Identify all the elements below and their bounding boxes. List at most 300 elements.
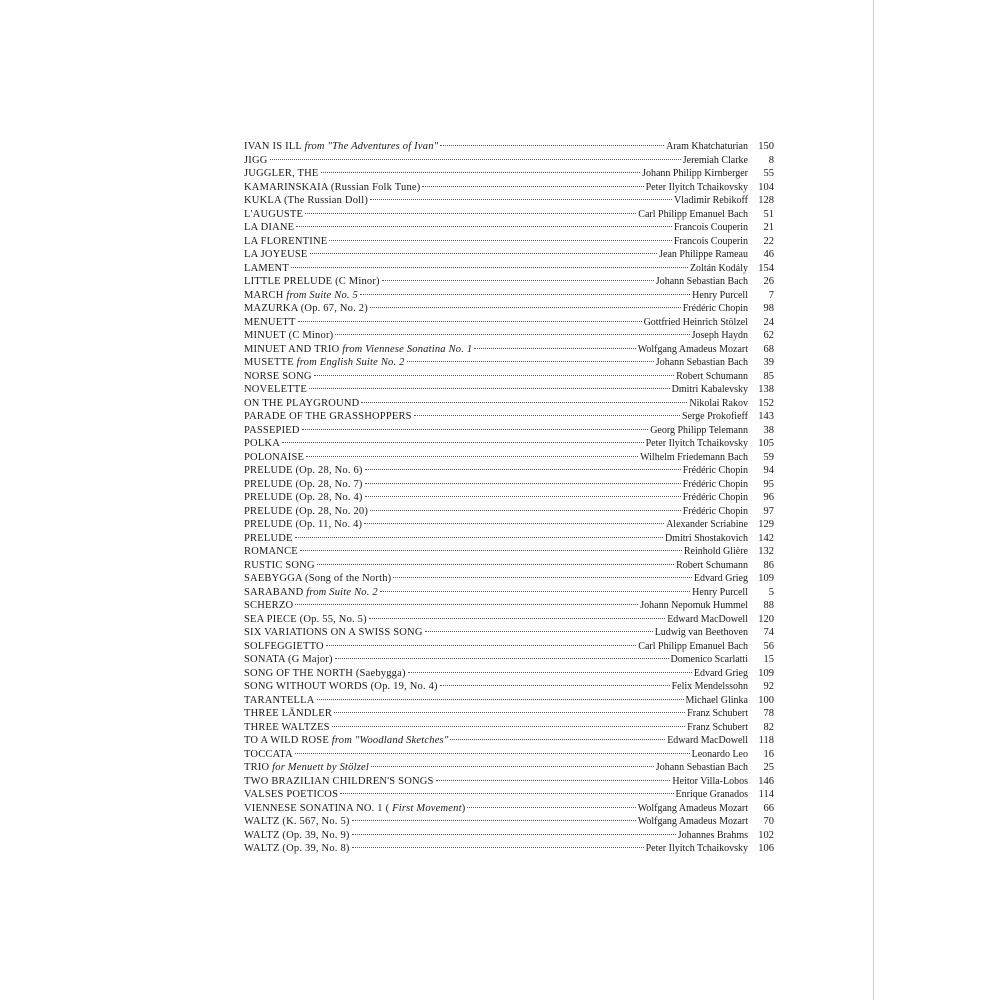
toc-entry <box>244 221 774 235</box>
entry-page-number: 7 <box>768 289 774 301</box>
entry-title-text: PRELUDE (Op. 28, No. 20) <box>244 505 369 517</box>
entry-page-number: 142 <box>758 532 774 544</box>
entry-title-text: SOLFEGGIETTO <box>244 640 324 652</box>
entry-composer: Henry Purcell <box>692 586 748 598</box>
dot-leader <box>302 429 649 430</box>
dot-leader <box>310 253 658 254</box>
toc-entry <box>244 721 774 735</box>
toc-entry <box>244 343 774 357</box>
entry-composer: Johann Nepomuk Hummel <box>640 600 748 611</box>
toc-entry <box>244 491 774 505</box>
dot-leader <box>380 591 690 592</box>
entry-page-number: 51 <box>763 208 774 220</box>
dot-leader <box>370 510 681 511</box>
entry-title-text: SARABAND <box>244 586 304 598</box>
toc-entry <box>244 505 774 519</box>
entry-title-text: PASSEPIED <box>244 424 300 436</box>
entry-page-number: 138 <box>758 384 774 395</box>
entry-page-number: 152 <box>758 397 774 409</box>
toc-entry <box>244 748 774 762</box>
entry-composer: Leonardo Leo <box>691 748 748 760</box>
dot-leader <box>382 280 654 281</box>
entry-title <box>244 154 268 168</box>
entry-source: from Suite No. 2 <box>306 586 378 598</box>
toc-entry <box>244 356 774 370</box>
toc-entry <box>244 235 774 249</box>
entry-page-number: 92 <box>763 681 774 692</box>
dot-leader <box>365 469 681 470</box>
toc-entry <box>244 775 774 789</box>
dot-leader <box>317 699 684 700</box>
entry-title-text: PARADE OF THE GRASSHOPPERS <box>244 411 412 422</box>
entry-title <box>244 815 350 829</box>
entry-composer: Wolfgang Amadeus Mozart <box>637 802 748 814</box>
entry-page-number: 39 <box>763 357 774 368</box>
dot-leader <box>361 402 687 403</box>
dot-leader <box>414 415 680 416</box>
entry-title-text: LAMENT <box>244 262 289 274</box>
dot-leader <box>408 672 692 673</box>
entry-composer: Wolfgang Amadeus Mozart <box>637 343 748 355</box>
entry-title-text: POLONAISE <box>244 451 305 463</box>
entry-page-number: 68 <box>763 343 774 355</box>
dot-leader <box>305 213 636 214</box>
entry-page-number: 132 <box>758 546 774 557</box>
entry-title <box>244 248 308 262</box>
toc-entry <box>244 208 774 222</box>
entry-composer: Frédéric Chopin <box>682 465 748 476</box>
entry-page-number: 154 <box>758 262 774 274</box>
entry-title-text: VIENNESE SONATINA NO. 1 ( <box>244 802 390 814</box>
dot-leader <box>296 226 672 227</box>
entry-title <box>244 289 358 303</box>
entry-page-number: 129 <box>758 519 774 530</box>
entry-title-text: THREE LÄNDLER <box>244 708 333 719</box>
entry-page-number: 25 <box>763 762 774 773</box>
dot-leader <box>369 618 665 619</box>
entry-composer: Johann Sebastian Bach <box>655 357 748 368</box>
entry-title-text: SONG OF THE NORTH (Saebygga) <box>244 667 406 679</box>
entry-title <box>244 181 420 195</box>
entry-composer: Reinhold Glière <box>683 546 748 557</box>
entry-title <box>244 316 296 330</box>
toc-entry <box>244 289 774 303</box>
dot-leader <box>474 348 635 349</box>
entry-page-number: 59 <box>763 451 774 463</box>
entry-title-text: MARCH <box>244 289 284 301</box>
toc-entry <box>244 397 774 411</box>
entry-page-number: 62 <box>763 330 774 341</box>
entry-page-number: 21 <box>763 222 774 233</box>
entry-composer: Alexander Scriabine <box>666 519 748 530</box>
entry-title <box>244 559 315 573</box>
toc-entry <box>244 829 774 843</box>
toc-entry <box>244 316 774 330</box>
toc-entry <box>244 707 774 721</box>
entry-title-tail: ) <box>461 802 466 814</box>
entry-title-text: PRELUDE (Op. 28, No. 4) <box>244 492 363 503</box>
toc-entry <box>244 167 774 181</box>
entry-title <box>244 275 380 289</box>
entry-title-text: TO A WILD ROSE <box>244 735 329 746</box>
toc-entry <box>244 761 774 775</box>
entry-page-number: 70 <box>763 816 774 827</box>
entry-title-text: WALTZ (Op. 39, No. 8) <box>244 843 350 854</box>
entry-page-number: 94 <box>763 465 774 476</box>
entry-composer: Frédéric Chopin <box>682 505 748 517</box>
toc-entry <box>244 370 774 384</box>
entry-title <box>244 491 363 505</box>
entry-title <box>244 653 333 667</box>
entry-title-text: TRIO <box>244 762 270 773</box>
dot-leader <box>407 361 654 362</box>
entry-title-text: THREE WALTZES <box>244 721 330 733</box>
entry-page-number: 128 <box>758 195 774 206</box>
dot-leader <box>295 537 663 538</box>
entry-title <box>244 478 363 492</box>
entry-page-number: 98 <box>763 303 774 314</box>
entry-page-number: 85 <box>763 370 774 382</box>
toc-entry <box>244 302 774 316</box>
entry-page-number: 146 <box>758 775 774 787</box>
entry-title-text: SCHERZO <box>244 600 294 611</box>
toc-entry <box>244 383 774 397</box>
entry-title-text: SONATA (G Major) <box>244 654 333 665</box>
entry-title-text: SONG WITHOUT WORDS (Op. 19, No. 4) <box>244 681 438 692</box>
entry-title-text: LA FLORENTINE <box>244 235 328 247</box>
entry-composer: Edward MacDowell <box>667 735 748 746</box>
entry-composer: Carl Philipp Emanuel Bach <box>638 208 748 220</box>
dot-leader <box>360 294 690 295</box>
entry-title-text: MINUET (C Minor) <box>244 330 334 341</box>
entry-composer: Aram Khatchaturian <box>666 141 748 152</box>
entry-title-text: PRELUDE (Op. 28, No. 7) <box>244 478 363 490</box>
entry-title-text: LA JOYEUSE <box>244 249 308 260</box>
entry-composer: Franz Schubert <box>687 708 748 719</box>
entry-title <box>244 626 423 640</box>
entry-title <box>244 721 330 735</box>
entry-title <box>244 707 332 721</box>
dot-leader <box>352 847 644 848</box>
dot-leader <box>306 456 638 457</box>
entry-composer: Johann Sebastian Bach <box>655 762 748 773</box>
entry-title-text: MENUETT <box>244 316 296 328</box>
dot-leader <box>295 753 690 754</box>
entry-title <box>244 518 362 532</box>
entry-composer: Joseph Haydn <box>691 330 748 341</box>
entry-page-number: 22 <box>763 235 774 247</box>
entry-composer: Peter Ilyitch Tchaikovsky <box>645 843 748 854</box>
entry-page-number: 118 <box>758 735 774 746</box>
entry-title-text: L'AUGUSTE <box>244 208 304 220</box>
entry-composer: Vladimir Rebikoff <box>674 195 748 206</box>
entry-page-number: 66 <box>763 802 774 814</box>
dot-leader <box>467 807 635 808</box>
entry-source: from "Woodland Sketches" <box>331 735 449 746</box>
entry-title <box>244 734 448 748</box>
entry-title <box>244 775 434 789</box>
entry-composer: Georg Philipp Telemann <box>650 424 748 436</box>
entry-composer: Heitor Villa-Lobos <box>672 775 748 787</box>
entry-title-text: TWO BRAZILIAN CHILDREN'S SONGS <box>244 775 434 787</box>
entry-title-text: WALTZ (K. 567, No. 5) <box>244 816 350 827</box>
entry-page-number: 56 <box>763 640 774 652</box>
toc-entry <box>244 559 774 573</box>
entry-composer: Zoltán Kodály <box>689 262 748 274</box>
toc-entry <box>244 815 774 829</box>
entry-composer: Johann Sebastian Bach <box>655 276 748 287</box>
dot-leader <box>352 820 636 821</box>
entry-title-text: SIX VARIATIONS ON A SWISS SONG <box>244 627 423 638</box>
dot-leader <box>370 307 681 308</box>
entry-title-text: SEA PIECE (Op. 55, No. 5) <box>244 613 367 625</box>
entry-title-text: IVAN IS ILL <box>244 141 302 152</box>
entry-title <box>244 680 438 694</box>
entry-composer: Frédéric Chopin <box>682 478 748 490</box>
entry-page-number: 97 <box>763 505 774 517</box>
entry-page-number: 55 <box>763 168 774 179</box>
toc-entry <box>244 802 774 816</box>
entry-title <box>244 532 293 546</box>
entry-page-number: 100 <box>758 694 774 706</box>
entry-composer: Michael Glinka <box>685 694 748 706</box>
dot-leader <box>352 834 676 835</box>
entry-composer: Enrique Granados <box>675 789 748 800</box>
entry-title <box>244 194 368 208</box>
entry-title <box>244 667 406 681</box>
toc-entry <box>244 613 774 627</box>
toc-entry <box>244 275 774 289</box>
toc-entry <box>244 586 774 600</box>
toc-entry <box>244 181 774 195</box>
entry-title <box>244 788 338 802</box>
entry-composer: Dmitri Kabalevsky <box>671 384 748 395</box>
entry-composer: Johannes Brahms <box>677 829 748 841</box>
dot-leader <box>326 645 637 646</box>
dot-leader <box>314 375 674 376</box>
entry-composer: Felix Mendelssohn <box>671 681 748 692</box>
entry-composer: Jeremiah Clarke <box>682 154 748 166</box>
toc-entry <box>244 599 774 613</box>
entry-title <box>244 464 363 478</box>
entry-page-number: 5 <box>768 586 774 598</box>
toc-entry <box>244 653 774 667</box>
entry-title <box>244 572 391 586</box>
toc-entry <box>244 694 774 708</box>
entry-page-number: 38 <box>763 424 774 436</box>
entry-title <box>244 208 303 222</box>
entry-page-number: 114 <box>758 789 774 800</box>
entry-page-number: 26 <box>763 276 774 287</box>
entry-composer: Gottfried Heinrich Stölzel <box>643 316 748 328</box>
entry-title <box>244 383 307 397</box>
entry-composer: Wolfgang Amadeus Mozart <box>637 816 748 827</box>
entry-composer: Edvard Grieg <box>693 667 748 679</box>
dot-leader <box>332 726 685 727</box>
entry-title-text: MAZURKA (Op. 67, No. 2) <box>244 303 368 314</box>
entry-page-number: 15 <box>763 654 774 665</box>
dot-leader <box>295 604 638 605</box>
entry-title <box>244 329 333 343</box>
dot-leader <box>309 388 670 389</box>
toc-entry <box>244 437 774 451</box>
entry-title <box>244 410 412 424</box>
toc-entry <box>244 154 774 168</box>
entry-title-text: TOCCATA <box>244 748 293 760</box>
entry-page-number: 82 <box>763 721 774 733</box>
entry-page-number: 150 <box>758 141 774 152</box>
dot-leader <box>436 780 671 781</box>
entry-title <box>244 505 368 519</box>
entry-composer: Peter Ilyitch Tchaikovsky <box>645 181 748 193</box>
entry-page-number: 102 <box>758 829 774 841</box>
toc-entry <box>244 248 774 262</box>
toc-entry <box>244 734 774 748</box>
entry-composer: Henry Purcell <box>692 289 748 301</box>
entry-composer: Ludwig van Beethoven <box>654 627 748 638</box>
toc-entry <box>244 842 774 856</box>
entry-composer: Frédéric Chopin <box>682 492 748 503</box>
entry-composer: Robert Schumann <box>676 370 748 382</box>
entry-page-number: 106 <box>758 843 774 854</box>
entry-title-text: RUSTIC SONG <box>244 559 315 571</box>
entry-page-number: 86 <box>763 559 774 571</box>
dot-leader <box>450 739 665 740</box>
entry-title-text: LA DIANE <box>244 222 295 233</box>
toc-entry <box>244 626 774 640</box>
entry-source: for Menuett by Stölzel <box>272 762 369 773</box>
dot-leader <box>393 577 691 578</box>
dot-leader <box>300 550 682 551</box>
entry-title <box>244 235 327 249</box>
dot-leader <box>270 159 681 160</box>
toc-entry <box>244 667 774 681</box>
entry-title-text: PRELUDE <box>244 532 293 544</box>
dot-leader <box>317 564 674 565</box>
entry-title <box>244 370 312 384</box>
dot-leader <box>335 334 689 335</box>
entry-title <box>244 140 438 154</box>
entry-page-number: 46 <box>763 249 774 260</box>
entry-title-text: MUSETTE <box>244 357 294 368</box>
dot-leader <box>340 793 673 794</box>
entry-composer: Serge Prokofieff <box>681 411 748 422</box>
entry-composer: Frédéric Chopin <box>682 303 748 314</box>
dot-leader <box>334 712 685 713</box>
entry-composer: Dmitri Shostakovich <box>664 532 748 544</box>
entry-title <box>244 397 359 411</box>
entry-composer: Johann Philipp Kirnberger <box>642 168 748 179</box>
toc-entry <box>244 410 774 424</box>
entry-page-number: 120 <box>758 613 774 625</box>
entry-composer: Carl Philipp Emanuel Bach <box>638 640 748 652</box>
entry-title <box>244 694 315 708</box>
toc-entry <box>244 194 774 208</box>
entry-source: First Movement <box>392 802 462 814</box>
entry-title-text: SAEBYGGA (Song of the North) <box>244 573 392 584</box>
toc-entry <box>244 572 774 586</box>
entry-title <box>244 356 405 370</box>
toc-entry <box>244 424 774 438</box>
entry-page-number: 74 <box>763 627 774 638</box>
toc-entry <box>244 518 774 532</box>
entry-title <box>244 748 293 762</box>
toc-entry <box>244 464 774 478</box>
entry-title-text: NOVELETTE <box>244 384 308 395</box>
table-of-contents <box>244 140 774 856</box>
entry-page-number: 16 <box>763 748 774 760</box>
entry-title-text: PRELUDE (Op. 28, No. 6) <box>244 465 363 476</box>
entry-page-number: 95 <box>763 478 774 490</box>
dot-leader <box>365 496 681 497</box>
entry-source: from English Suite No. 2 <box>296 357 405 368</box>
entry-title-text: JIGG <box>244 154 268 166</box>
toc-entry <box>244 788 774 802</box>
toc-entry <box>244 640 774 654</box>
dot-leader <box>298 321 642 322</box>
entry-page-number: 104 <box>758 181 774 193</box>
entry-composer: Edward MacDowell <box>667 613 748 625</box>
entry-page-number: 88 <box>763 600 774 611</box>
dot-leader <box>370 199 672 200</box>
entry-title <box>244 842 350 856</box>
dot-leader <box>335 658 669 659</box>
entry-page-number: 24 <box>763 316 774 328</box>
entry-title-text: KAMARINSKAIA (Russian Folk Tune) <box>244 181 421 193</box>
entry-title-text: WALTZ (Op. 39, No. 9) <box>244 829 350 841</box>
entry-title-text: POLKA <box>244 438 281 449</box>
entry-page-number: 109 <box>758 573 774 584</box>
entry-title <box>244 586 378 600</box>
toc-entry <box>244 329 774 343</box>
toc-entry <box>244 680 774 694</box>
entry-title <box>244 424 300 438</box>
entry-composer: Domenico Scarlatti <box>670 654 748 665</box>
dot-leader <box>364 523 664 524</box>
entry-title <box>244 437 280 451</box>
entry-source: from Suite No. 5 <box>286 289 358 301</box>
entry-composer: Francois Couperin <box>673 235 748 247</box>
entry-title-text: ROMANCE <box>244 546 298 557</box>
entry-title <box>244 599 293 613</box>
entry-title <box>244 302 368 316</box>
dot-leader <box>291 267 688 268</box>
entry-title <box>244 829 350 843</box>
entry-title-text: ON THE PLAYGROUND <box>244 397 360 409</box>
entry-title-text: NORSE SONG <box>244 370 312 382</box>
entry-source: from Viennese Sonatina No. 1 <box>342 343 473 355</box>
entry-title-text: MINUET AND TRIO <box>244 343 340 355</box>
entry-title <box>244 802 465 816</box>
entry-page-number: 96 <box>763 492 774 503</box>
toc-entry <box>244 478 774 492</box>
entry-title-text: TARANTELLA <box>244 694 315 706</box>
dot-leader <box>440 685 670 686</box>
entry-page-number: 8 <box>768 154 774 166</box>
dot-leader <box>440 145 664 146</box>
entry-composer: Peter Ilyitch Tchaikovsky <box>645 438 748 449</box>
entry-page-number: 143 <box>758 411 774 422</box>
entry-composer: Francois Couperin <box>673 222 748 233</box>
entry-title-text: VALSES POETICOS <box>244 789 339 800</box>
entry-title <box>244 545 298 559</box>
entry-composer: Nikolai Rakov <box>689 397 748 409</box>
entry-composer: Jean Philippe Rameau <box>659 249 748 260</box>
dot-leader <box>422 186 643 187</box>
entry-title <box>244 167 319 181</box>
toc-entry <box>244 140 774 154</box>
toc-entry <box>244 532 774 546</box>
